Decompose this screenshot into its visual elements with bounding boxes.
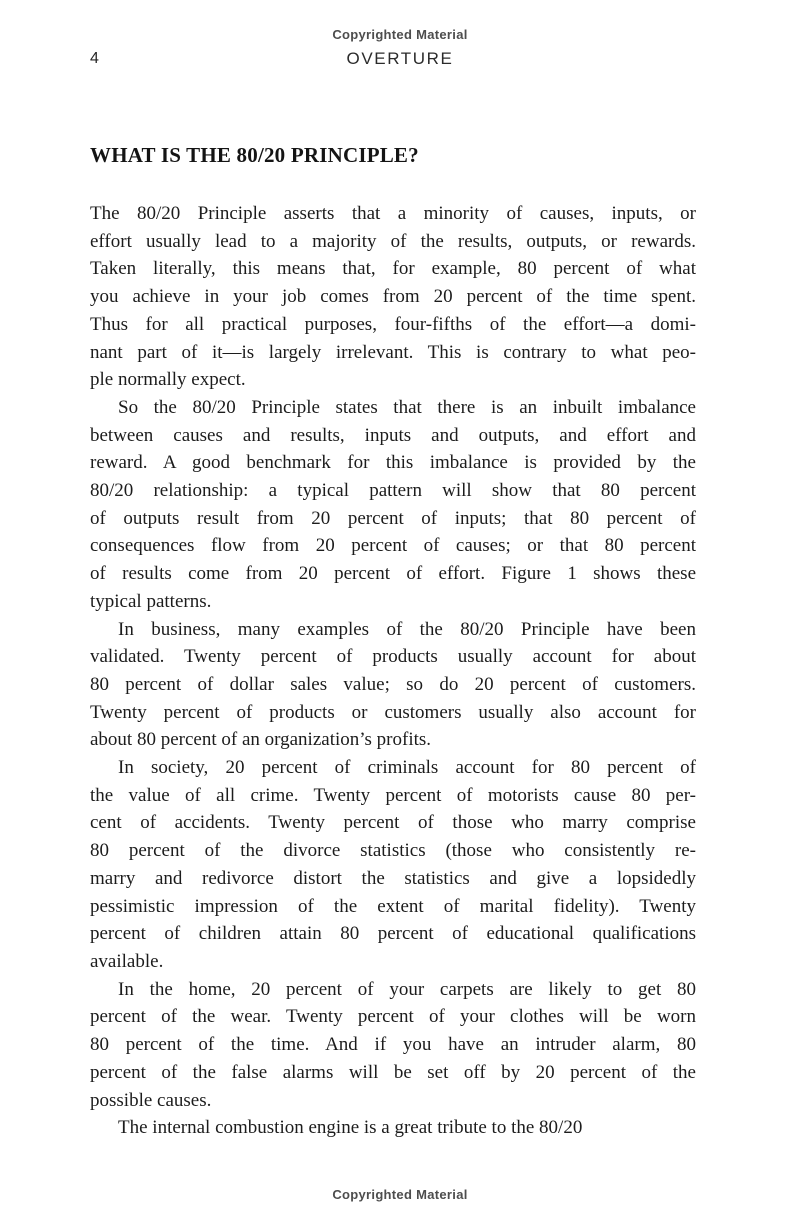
text-line: between causes and results, inputs and outputs, and effort and [90, 424, 696, 446]
text-line: the value of all crime. Twenty percent of motorists cause 80 per- [90, 784, 696, 806]
paragraph [90, 616, 696, 755]
text-line: percent of the wear. Twenty percent of your clothes will be worn [90, 1006, 696, 1028]
text-line: consequences flow from 20 percent of causes; or that 80 percent [90, 535, 696, 557]
text-line: percent of the false alarms will be set off by 20 percent of the [90, 1061, 696, 1083]
text-line: effort usually lead to a majority of the results, outputs, or rewards. [90, 230, 696, 252]
text-line: 80 percent of the time. And if you have an intruder alarm, 80 [90, 1034, 696, 1056]
text-line: about 80 percent of an organization’s profits. [90, 729, 432, 751]
text-line: 80/20 relationship: a typical pattern will show that 80 percent [90, 480, 696, 502]
text-line: ple normally expect. [90, 369, 246, 391]
copyright-notice-top: Copyrighted Material [332, 27, 468, 42]
text-line: The internal combustion engine is a great tribute to the 80/20 [118, 1117, 583, 1139]
text-line: In the home, 20 percent of your carpets are likely to get 80 [118, 978, 696, 1000]
page-number: 4 [90, 50, 99, 67]
text-line: So the 80/20 Principle states that there is an inbuilt imbalance [118, 396, 696, 418]
text-line: validated. Twenty percent of products usually account for about [90, 646, 696, 668]
text-line: marry and redivorce distort the statistics and give a lopsidedly [90, 867, 696, 889]
text-line: In society, 20 percent of criminals account for 80 percent of [118, 757, 696, 779]
text-line: percent of children attain 80 percent of educational qualifications [90, 923, 696, 945]
text-line: Twenty percent of products or customers usually also account for [90, 701, 696, 723]
text-line: possible causes. [90, 1089, 212, 1111]
paragraph [90, 976, 696, 1115]
text-line: 80 percent of the divorce statistics (those who consistently re- [90, 840, 696, 862]
paragraph [90, 394, 696, 616]
paragraph [90, 754, 696, 976]
text-line: 80 percent of dollar sales value; so do 20 percent of customers. [90, 673, 696, 695]
text-line: of results come from 20 percent of effort. Figure 1 shows these [90, 563, 696, 585]
text-line: available. [90, 950, 164, 972]
text-line: reward. A good benchmark for this imbalance is provided by the [90, 452, 696, 474]
running-head: OVERTURE [346, 49, 454, 68]
text-line: The 80/20 Principle asserts that a minority of causes, inputs, or [90, 203, 696, 224]
text-line: you achieve in your job comes from 20 percent of the time spent. [90, 286, 696, 308]
copyright-notice-bottom: Copyrighted Material [332, 1187, 468, 1202]
text-line: nant part of it—is largely irrelevant. This is contrary to what peo- [90, 341, 696, 363]
text-line: In business, many examples of the 80/20 Principle have been [118, 618, 696, 640]
text-line: Thus for all practical purposes, four-fifths of the effort—a domi- [90, 313, 696, 335]
text-line: typical patterns. [90, 590, 212, 612]
text-line: Taken literally, this means that, for example, 80 percent of what [90, 258, 696, 280]
section-heading: WHAT IS THE 80/20 PRINCIPLE? [90, 143, 419, 167]
page-header [0, 49, 800, 71]
text-line: cent of accidents. Twenty percent of those who marry comprise [90, 812, 696, 834]
paragraph [90, 1114, 696, 1142]
body-text [90, 200, 696, 1142]
text-line: pessimistic impression of the extent of marital fidelity). Twenty [90, 895, 696, 917]
text-line: of outputs result from 20 percent of inputs; that 80 percent of [90, 507, 696, 529]
paragraph [90, 200, 696, 394]
